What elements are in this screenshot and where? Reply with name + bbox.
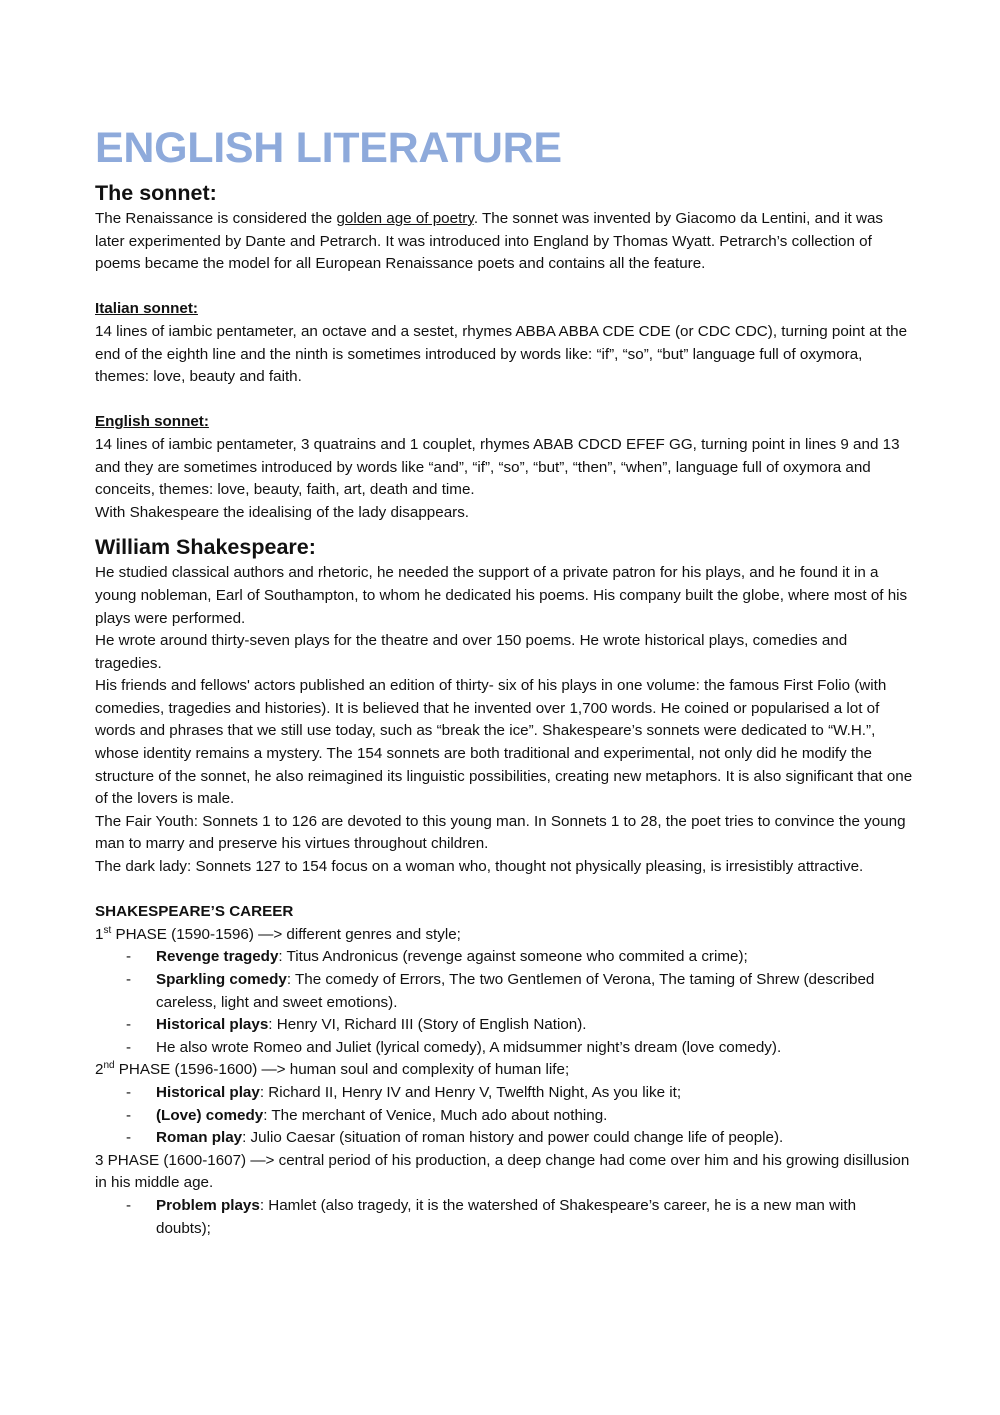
- dash-bullet-icon: -: [126, 1129, 132, 1147]
- dash-bullet-icon: -: [126, 1196, 132, 1214]
- phase3-list: [95, 1195, 915, 1240]
- phase-ordinal: nd: [103, 1060, 115, 1072]
- item-text: : Hamlet (also tragedy, it is the watershed of Shakespeare’s career, he is a new man with doubts);: [156, 1196, 857, 1237]
- phase1-list: [95, 946, 915, 1059]
- item-text: : Henry VI, Richard III (Story of English Nation).: [268, 1016, 587, 1034]
- golden-age-underline: golden age of poetry: [336, 210, 474, 227]
- item-text: He also wrote Romeo and Juliet (lyrical comedy), A midsummer night’s dream (love comedy).: [156, 1038, 782, 1056]
- italian-sonnet-text: 14 lines of iambic pentameter, an octave and a sestet, rhymes ABBA ABBA CDE CDE (or CDC CDC), turning point at the end of the eighth line and the ninth is sometimes introduced by words like: “if”, “so”, “but” language full of oxymora, themes: love, beauty and faith.: [95, 322, 908, 386]
- shakespeare-paragraph: He studied classical authors and rhetoric, he needed the support of a private patron for his plays, and he found it in a young nobleman, Earl of Southampton, to whom he dedicated his poems. His company built the globe, where most of his plays were performed.: [95, 564, 908, 627]
- list-item: [95, 969, 915, 1014]
- phase-line: 3 PHASE (1600-1607) —> central period of his production, a deep change had come over him and his growing disillusion in his middle age.: [95, 1151, 910, 1192]
- item-label: Roman play: [156, 1129, 243, 1147]
- document-title: ENGLISH LITERATURE: [95, 124, 562, 172]
- dash-bullet-icon: -: [126, 1016, 132, 1034]
- item-label: Historical plays: [156, 1016, 269, 1034]
- item-text: : The merchant of Venice, Much ado about nothing.: [263, 1106, 608, 1124]
- sonnet-intro: [95, 208, 915, 276]
- shakespeare-paragraph: The dark lady: Sonnets 127 to 154 focus on a woman who, thought not physically pleasing, is irresistibly attractive.: [95, 858, 864, 876]
- english-sonnet-note: With Shakespeare the idealising of the lady disappears.: [95, 503, 470, 521]
- shakespeare-section: [95, 532, 915, 878]
- phase-number: 1: [95, 925, 104, 943]
- item-label: Problem plays: [156, 1196, 260, 1214]
- phase2-list: [95, 1082, 915, 1150]
- dash-bullet-icon: -: [126, 1106, 132, 1124]
- item-label: (Love) comedy: [156, 1106, 264, 1124]
- item-text: : Richard II, Henry IV and Henry V, Twelfth Night, As you like it;: [259, 1083, 682, 1101]
- document-page: [95, 120, 915, 1240]
- sonnet-intro-before: The Renaissance is considered the: [95, 210, 337, 227]
- dash-bullet-icon: -: [126, 971, 132, 988]
- career-section: [95, 901, 915, 1240]
- phase-text: PHASE (1590-1596) —> different genres and style;: [111, 925, 461, 943]
- career-heading: SHAKESPEARE’S CAREER: [95, 903, 294, 921]
- item-label: Historical play: [156, 1083, 260, 1101]
- list-item: [95, 1105, 915, 1128]
- phase-ordinal: st: [103, 924, 112, 936]
- item-text: : The comedy of Errors, The two Gentlemen of Verona, The taming of Shrew (described careless, light and sweet emotions).: [156, 971, 875, 1011]
- shakespeare-paragraph: He wrote around thirty-seven plays for the theatre and over 150 poems. He wrote historical plays, comedies and tragedies.: [95, 632, 848, 672]
- shakespeare-heading: William Shakespeare:: [95, 535, 316, 560]
- sonnet-heading: The sonnet:: [95, 181, 217, 205]
- phase-line: [95, 924, 915, 947]
- english-sonnet-text: 14 lines of iambic pentameter, 3 quatrains and 1 couplet, rhymes ABAB CDCD EFEF GG, turning point in lines 9 and 13 and they are sometimes introduced by words like “and”, “if”, “so”, “but”, “then”, “when”, language full of oxymora and conceits, themes: love, beauty, faith, art, death and time.: [95, 435, 900, 499]
- phase-text: PHASE (1596-1600) —> human soul and complexity of human life;: [114, 1061, 570, 1079]
- english-sonnet-heading: English sonnet:: [95, 413, 209, 431]
- list-item: [95, 1195, 915, 1240]
- list-item: [95, 1082, 915, 1105]
- phase-number: 2: [95, 1061, 104, 1079]
- dash-bullet-icon: -: [126, 1083, 132, 1101]
- item-text: : Julio Caesar (situation of roman history and power could change life of people).: [242, 1129, 784, 1147]
- list-item: [95, 1037, 915, 1060]
- dash-bullet-icon: -: [126, 1038, 132, 1056]
- item-label: Revenge tragedy: [156, 948, 279, 966]
- phase-line: [95, 1059, 915, 1082]
- sonnet-section: [95, 178, 915, 524]
- list-item: [95, 1127, 915, 1150]
- shakespeare-paragraph: The Fair Youth: Sonnets 1 to 126 are devoted to this young man. In Sonnets 1 to 28, the poet tries to convince the young man to marry and preserve his virtues throughout children.: [95, 812, 906, 853]
- list-item: [95, 1014, 915, 1037]
- italian-sonnet-heading: Italian sonnet:: [95, 300, 198, 318]
- item-text: : Titus Andronicus (revenge against someone who commited a crime);: [278, 948, 748, 966]
- shakespeare-paragraph: His friends and fellows' actors published an edition of thirty- six of his plays in one volume: the famous First Folio (with comedies, tragedies and histories). It is believed that he invented over 1,700 words. He coined or popularised a lot of words and phrases that we still use today, such as “break the ice”. Shakespeare’s sonnets were dedicated to “W.H.”, whose identity remains a mystery. The 154 sonnets are both traditional and experimental, not only did he modify the structure of the sonnet, he also reimagined its linguistic possibilities, creating new metaphors. It is also significant that one of the lovers is male.: [95, 677, 913, 808]
- sonnet-intro-after: . The sonnet was invented by Giacomo da Lentini, and it was later experimented by Dante and Petrarch. It was introduced into England by Thomas Wyatt. Petrarch’s collection of poems became the model for all European Renaissance poets and contains all the feature.: [95, 210, 883, 273]
- item-label: Sparkling comedy: [156, 971, 287, 988]
- dash-bullet-icon: -: [126, 948, 132, 966]
- list-item: [95, 946, 915, 969]
